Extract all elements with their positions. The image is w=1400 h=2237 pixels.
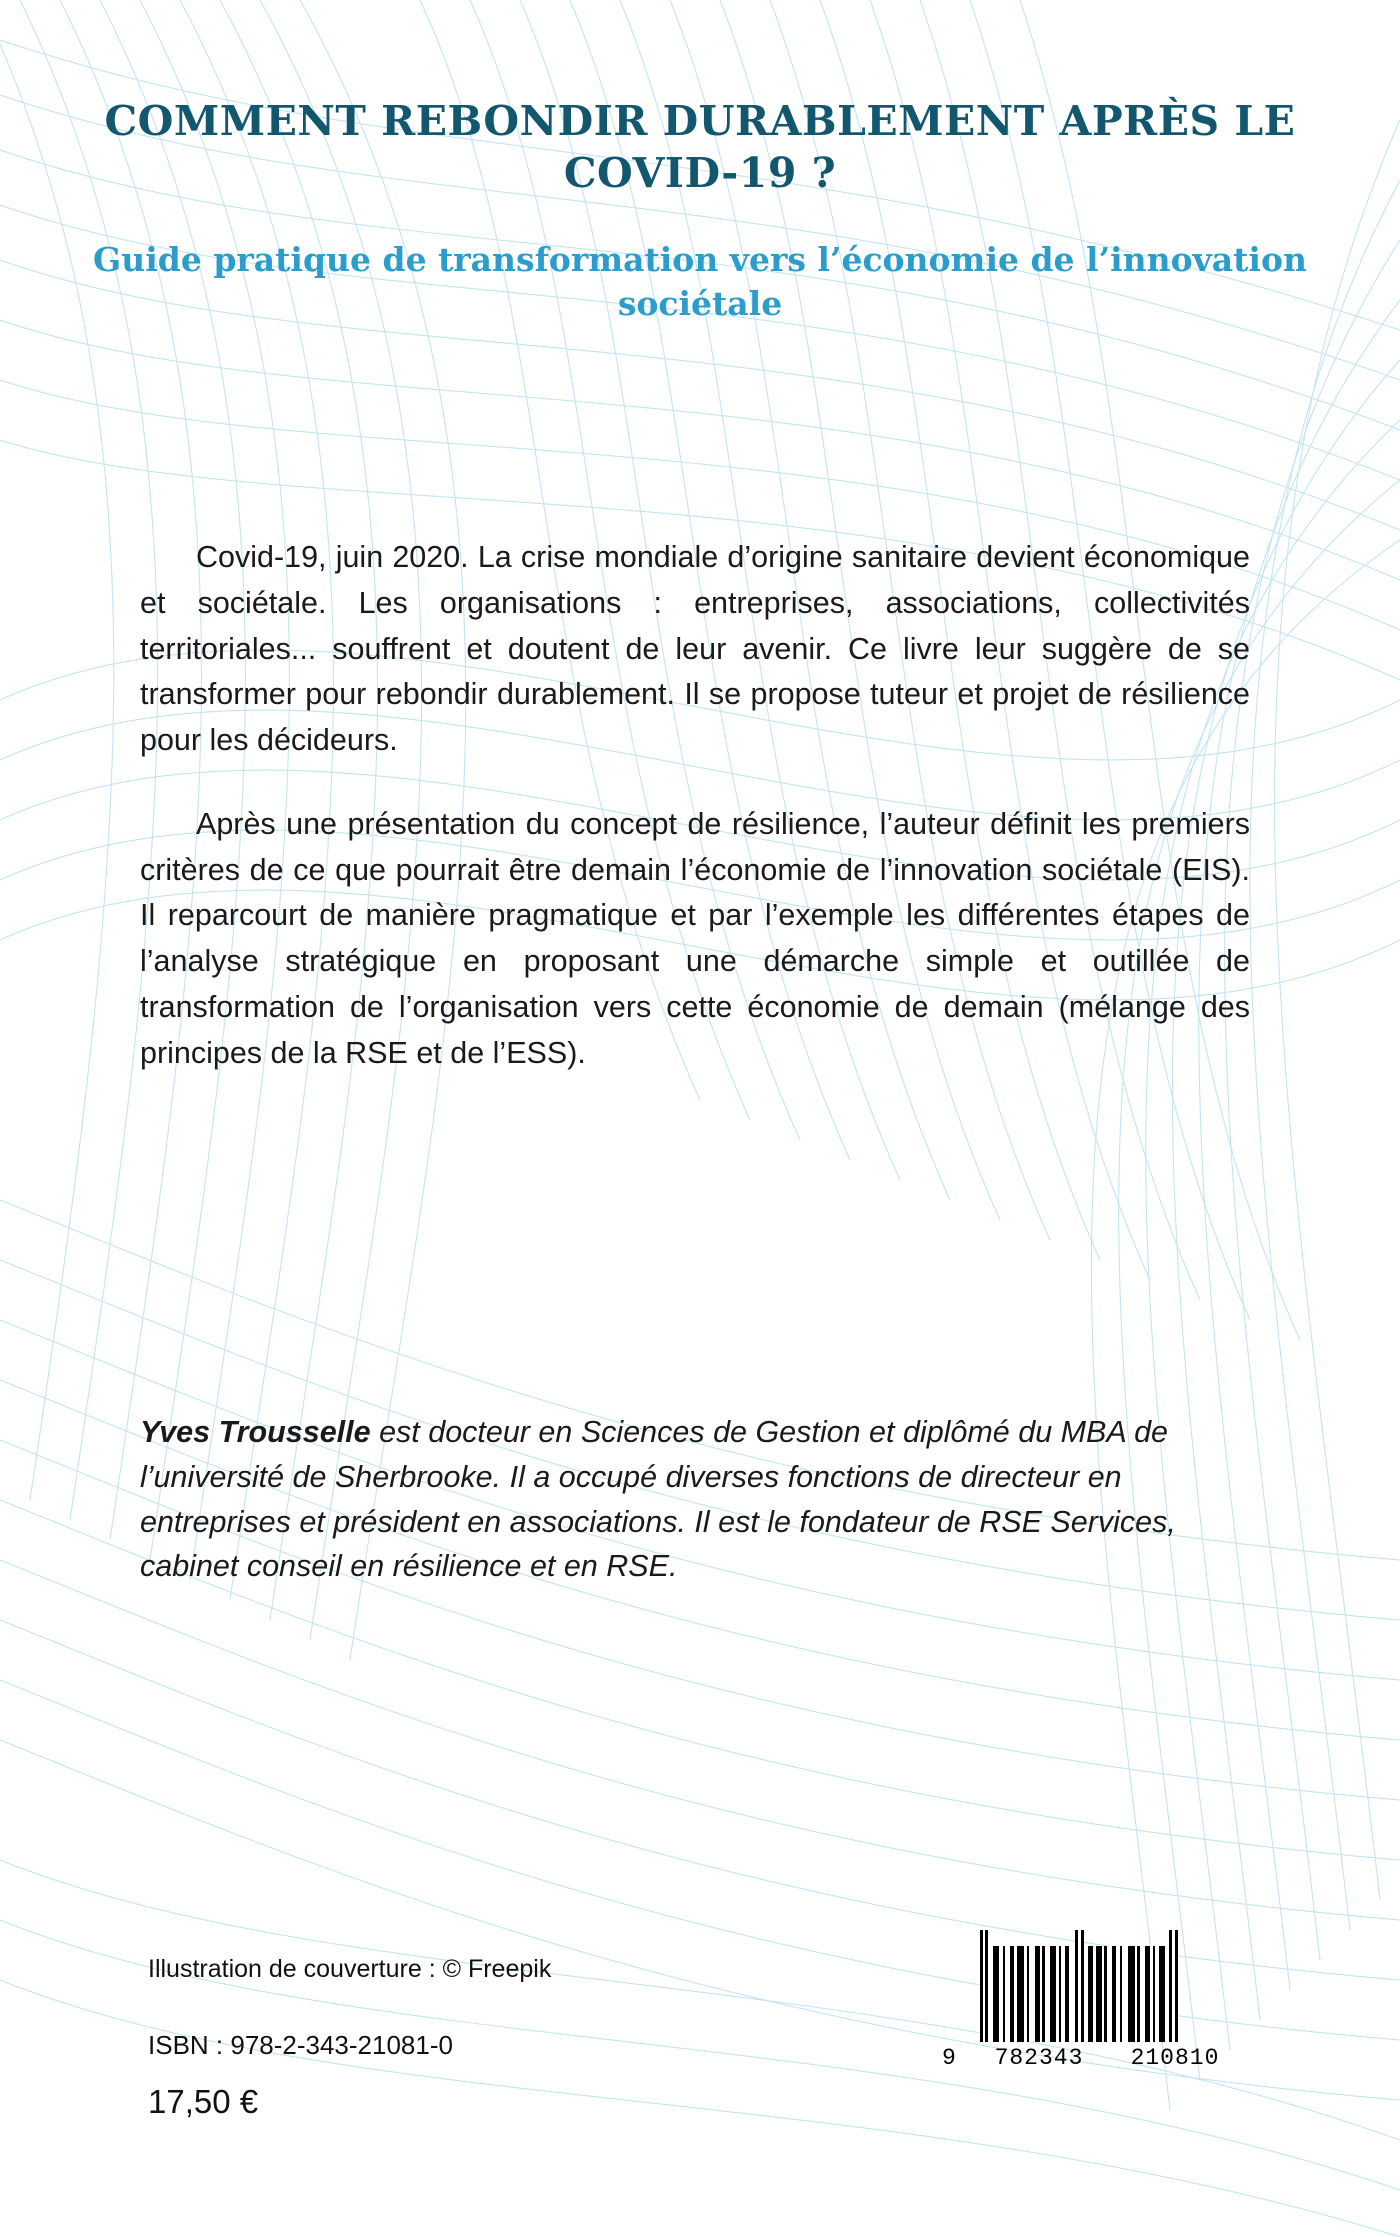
title-block	[0, 95, 1400, 326]
barcode-right-group: 210810	[1130, 2045, 1220, 2071]
author-bio	[140, 1410, 1250, 1589]
author-block	[140, 1410, 1250, 1589]
barcode-lead-digit: 9	[942, 2045, 957, 2071]
cover-credit: Illustration de couverture : © Freepik	[148, 1955, 552, 1983]
author-name: Yves Trousselle	[140, 1415, 371, 1449]
price-text: 17,50 €	[148, 2083, 259, 2120]
description-paragraph-2: Après une présentation du concept de résilience, l’auteur définit les premiers critères de ce que pourrait être demain l’économie de l’innovation sociétale (EIS). Il reparcourt de manière pragmatique et par l’exemple les différentes étapes de l’analyse stratégique en proposant une démarche simple et outillée de transformation de l’organisation vers cette économie de demain (mélange des principes de la RSE et de l’ESS).	[140, 806, 1250, 1070]
barcode	[942, 1930, 1272, 2071]
description-paragraph-1: Covid-19, juin 2020. La crise mondiale d’origine sanitaire devient économique et sociétale. Les organisations : entreprises, associations, collectivités territoriales... souffrent et doutent de leur avenir. Ce livre leur suggère de se transformer pour rebondir durablement. Il se propose tuteur et projet de résilience pour les décideurs.	[140, 540, 1250, 757]
isbn-text: ISBN : 978-2-343-21081-0	[148, 2030, 453, 2060]
author-bio-text: est docteur en Sciences de Gestion et diplômé du MBA de l’université de Sherbrooke. Il a occupé diverses fonctions de directeur en entreprises et président en associations. Il est le fondateur de RSE Services, cabinet conseil en résilience et en RSE.	[140, 1415, 1176, 1584]
page-subtitle: Guide pratique de transformation vers l’économie de l’innovation sociétale	[93, 239, 1307, 324]
page-title: COMMENT REBONDIR DURABLEMENT APRÈS LE COVID-19 ?	[104, 97, 1296, 198]
barcode-digits	[942, 2045, 1272, 2071]
barcode-bars	[980, 1930, 1272, 2042]
description-block	[140, 535, 1250, 1076]
barcode-left-group: 782343	[994, 2045, 1084, 2071]
